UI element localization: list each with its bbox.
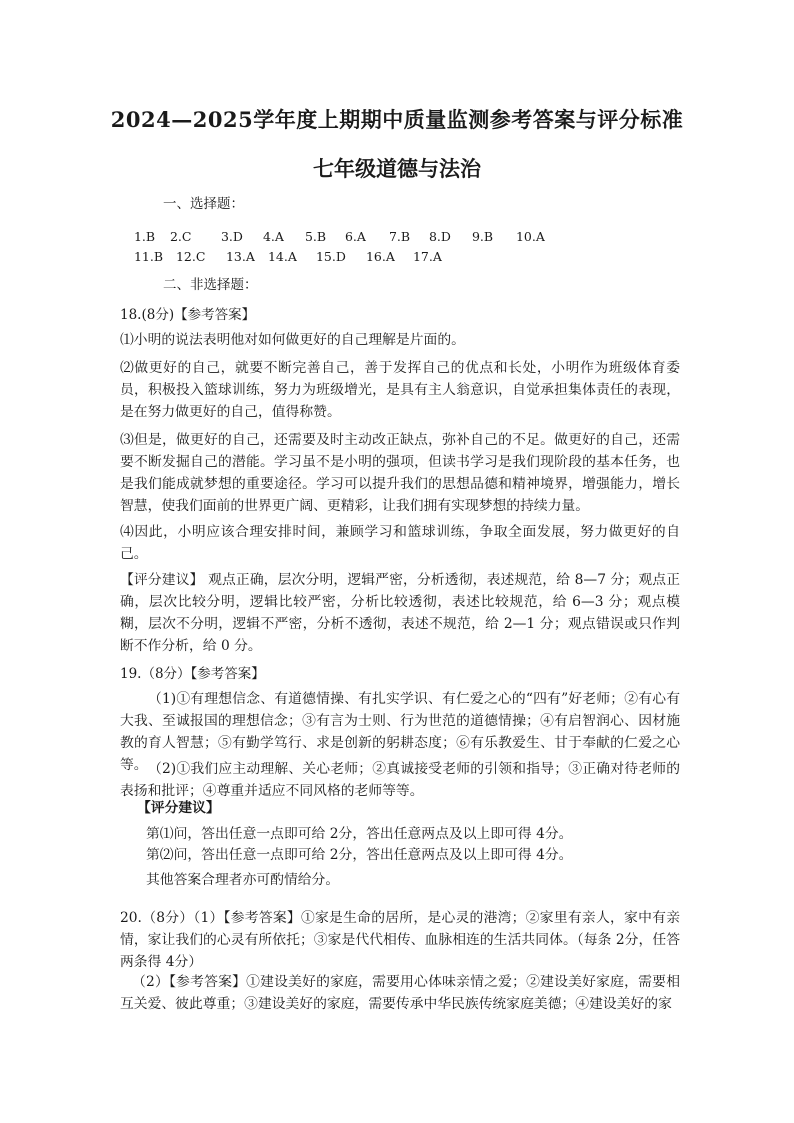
answer-row-2-items — [126, 234, 453, 264]
answer-item: 3.D — [220, 229, 243, 244]
answer-item: 15.D — [315, 249, 346, 264]
answer-item: 5.B — [304, 229, 327, 244]
answer-item: 8.D — [428, 229, 451, 244]
q19-scoring-1: 第⑴问，答出任意一点即可给 2分，答出任意两点及以上即可得 4分。 — [146, 826, 573, 842]
answer-item: 9.B — [471, 229, 494, 244]
answer-item: 16.A — [365, 249, 395, 264]
q18-scoring: 【评分建议】 观点正确，层次分明，逻辑严密，分析透彻，表述规范，给 8—7 分；观点正确，层次比较分明，逻辑比较严密，分析比较透彻，表述比较规范，给 6—3 分；观点模糊，层次不分明，逻辑不严密，分析不透彻，表述不规范，给 2—1 分；观点错误或只作判断不作分析，给 0 分。 — [120, 572, 680, 654]
answer-item: 10.A — [515, 229, 545, 244]
page-title: 2024—2025学年度上期期中质量监测参考答案与评分标准 — [110, 107, 684, 132]
answer-item: 12.C — [175, 249, 206, 264]
answer-item: 11.B — [133, 249, 164, 264]
answer-item: 14.A — [267, 249, 297, 264]
answer-item: 7.B — [388, 229, 411, 244]
q20-answer-2: （2）【参考答案】①建设美好的家庭，需要用心体味亲情之爱；②建设美好家庭，需要相互关爱、彼此尊重；③建设美好的家庭，需要传承中华民族传统家庭美德；④建设美好的家 — [120, 974, 680, 1012]
answer-item: 2.C — [169, 229, 192, 244]
answer-item: 4.A — [262, 229, 284, 244]
q18-answer-3: ⑶但是，做更好的自己，还需要及时主动改正缺点，弥补自己的不足。做更好的自己，还需要不断发掘自己的潜能。学习虽不是小明的强项，但读书学习是我们现阶段的基本任务，也是我们能成就梦想的重要途径。学习可以提升我们的思想品德和精神境界，增强能力，增长智慧，使我们面前的世界更广阔、更精彩，让我们拥有实现梦想的持续力量。 — [120, 432, 680, 514]
q19-scoring-2: 第⑵问，答出任意一点即可给 2分，答出任意两点及以上即可得 4分。 — [146, 847, 573, 863]
q19-scoring-heading: 【评分建议】 — [137, 800, 220, 816]
q18-heading: 18.(8分)【参考答案】 — [120, 307, 256, 323]
page-subtitle: 七年级道德与法治 — [313, 156, 481, 181]
q18-answer-1: ⑴小明的说法表明他对如何做更好的自己理解是片面的。 — [120, 332, 465, 348]
section-heading-choice: 一、选择题： — [163, 196, 244, 212]
section-heading-nonchoice: 二、非选择题： — [163, 277, 258, 293]
q18-answer-2: ⑵做更好的自己，就要不断完善自己，善于发挥自己的优点和长处，小明作为班级体育委员，积极投入篮球训练，努力为班级增光，是具有主人翁意识，自觉承担集体责任的表现，是在努力做更好的自己，值得称赞。 — [120, 360, 680, 420]
q19-answer-1: （1)①有理想信念、有道德情操、有扎实学识、有仁爱之心的“四有”好老师；②有心有大我、至诚报国的理想信念；③有言为士则、行为世范的道德情操；④有启智润心、因材施教的育人智慧；⑤有勤学笃行、求是创新的躬耕态度；⑥有乐教爱生、甘于奉献的仁爱之心等。 — [120, 691, 680, 773]
answer-item: 13.A — [225, 249, 255, 264]
q19-scoring-3: 其他答案合理者亦可酌情给分。 — [146, 872, 340, 888]
q18-answer-4: ⑷因此，小明应该合理安排时间，兼顾学习和篮球训练，争取全面发展，努力做更好的自己。 — [120, 524, 680, 562]
q20-answer-1: 20.（8分）（1）【参考答案】①家是生命的居所，是心灵的港湾；②家里有亲人，家中有亲情，家让我们的心灵有所依托；③家是代代相传、血脉相连的生活共同体。（每条 2分，任答两条得 4分） — [120, 910, 680, 970]
q19-heading: 19.（8分）【参考答案】 — [120, 666, 265, 682]
answer-item: 17.A — [412, 249, 442, 264]
q19-answer-2: （2)①我们应主动理解、关心老师；②真诚接受老师的引领和指导；③正确对待老师的表扬和批评；④尊重并适应不同风格的老师等等。 — [120, 761, 680, 799]
answer-item: 1.B — [133, 229, 156, 244]
answer-item: 6.A — [344, 229, 366, 244]
